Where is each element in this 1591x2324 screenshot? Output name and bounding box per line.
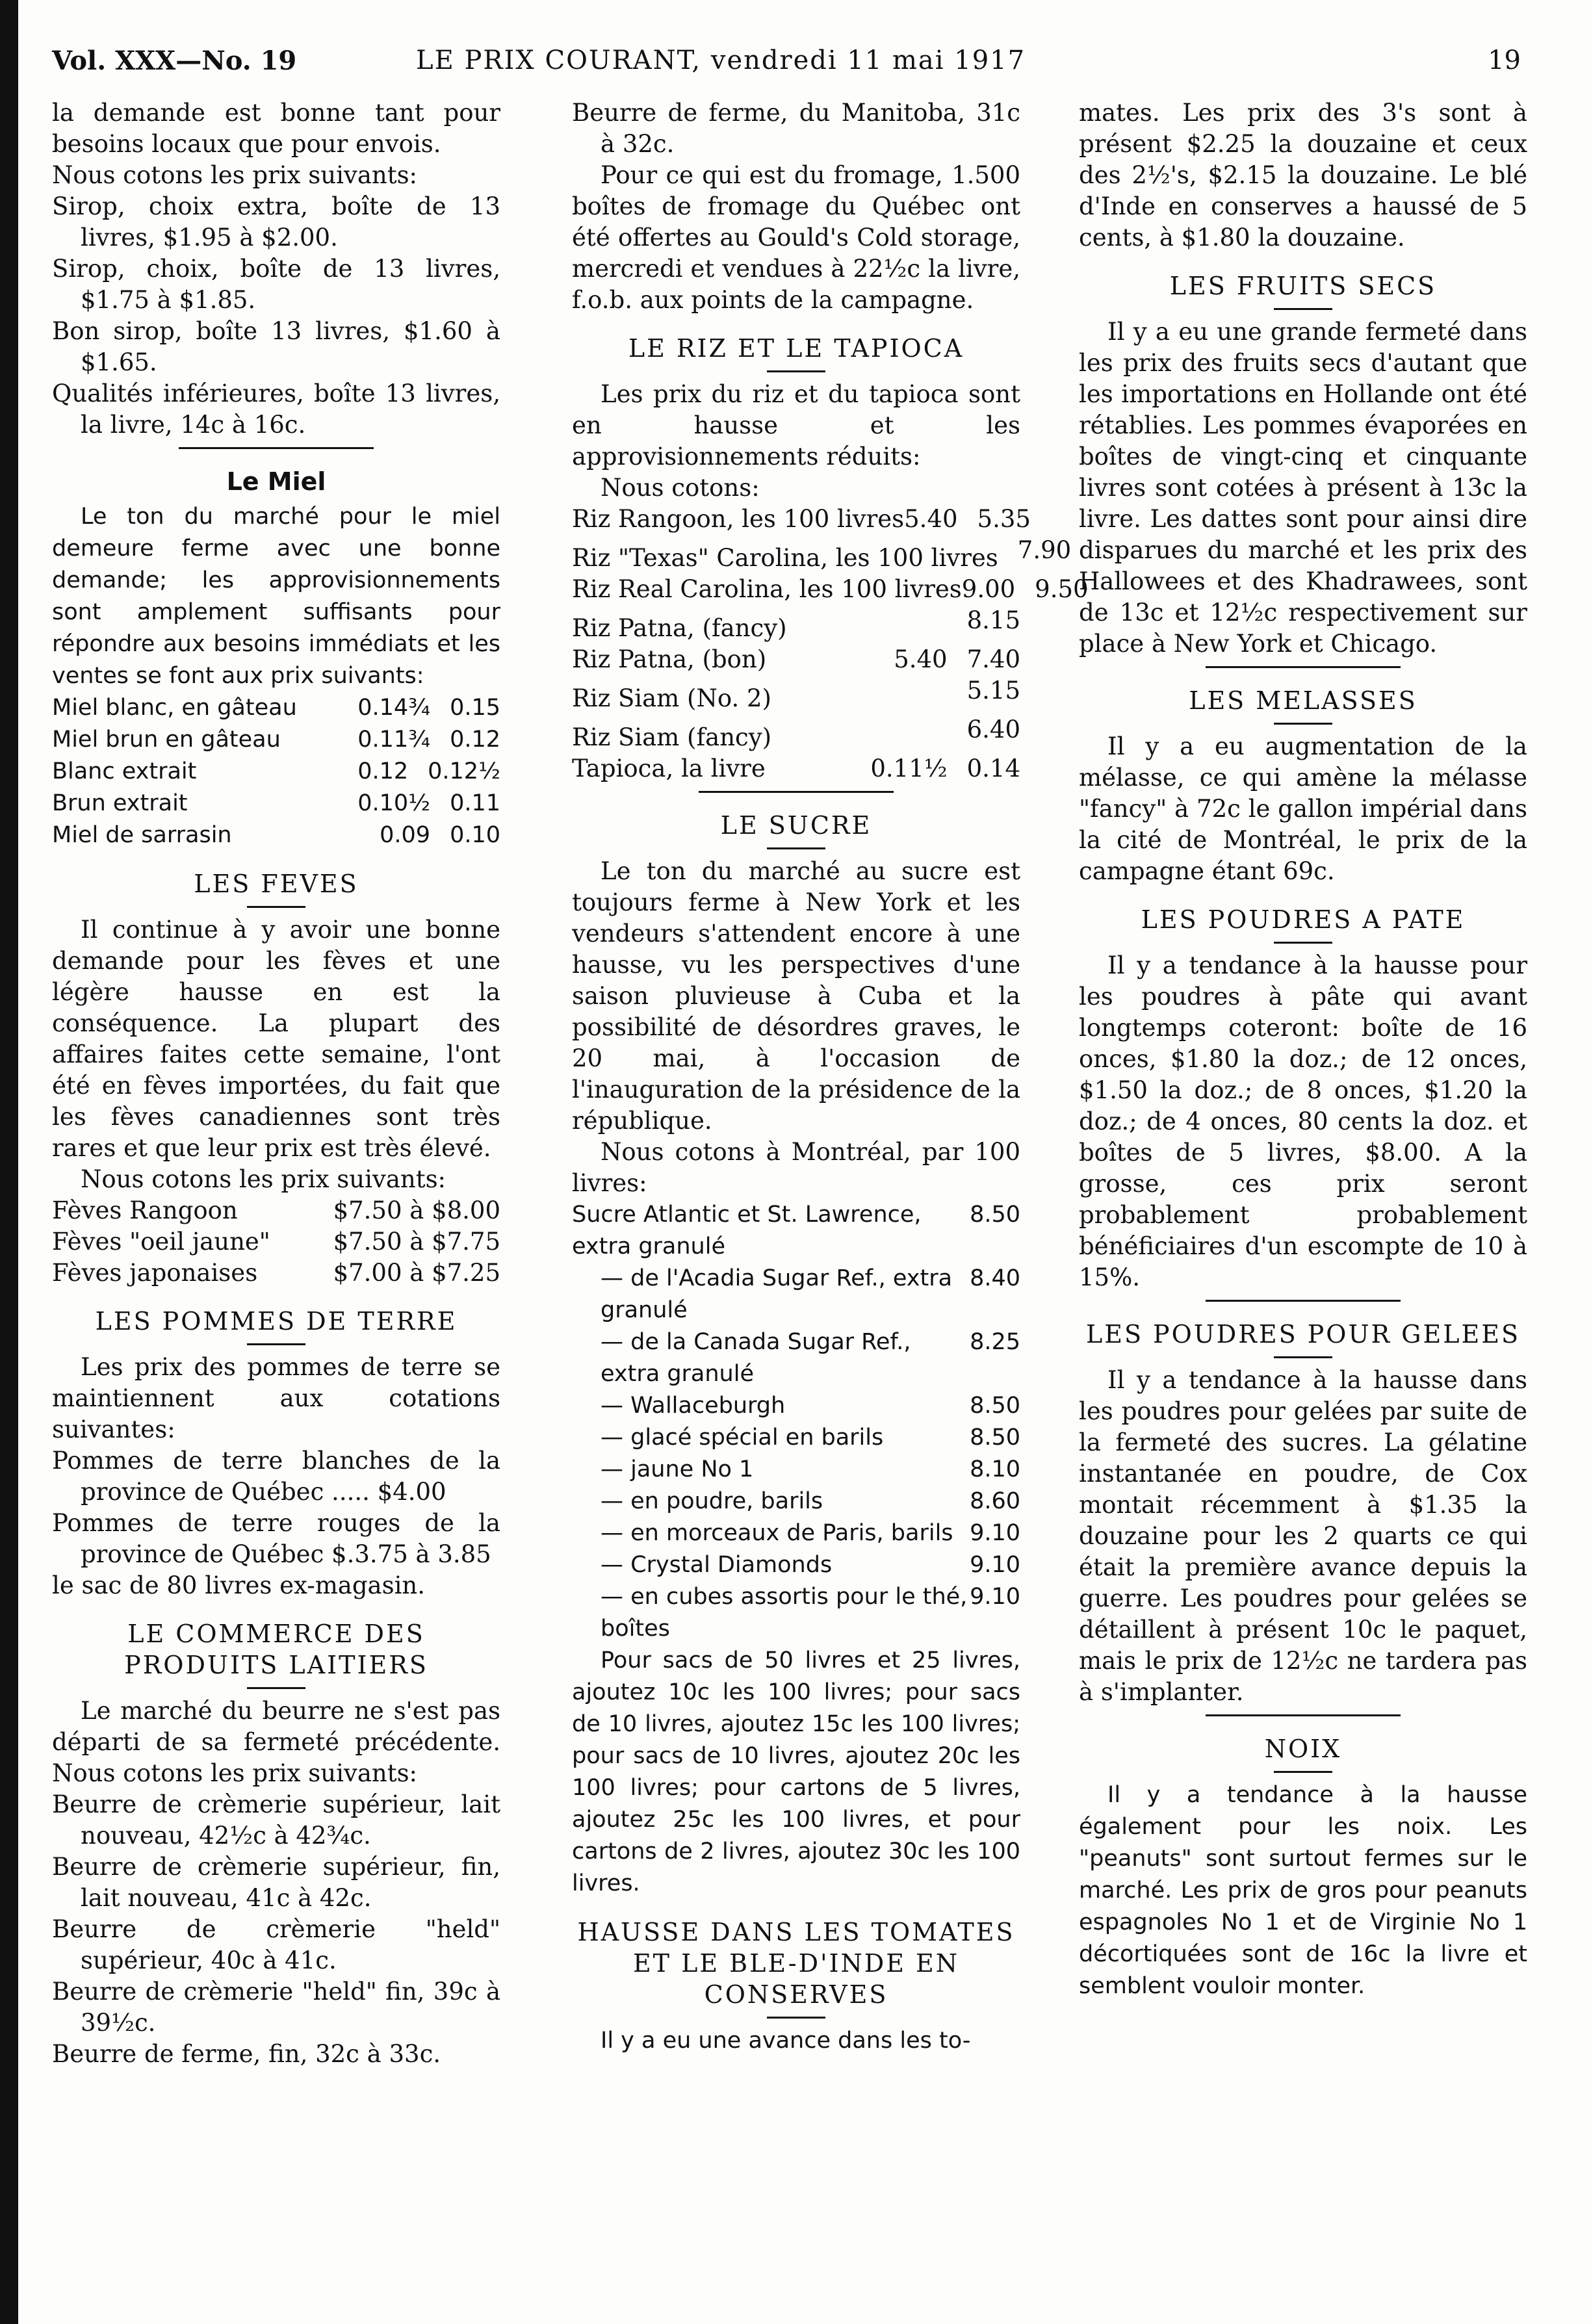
pommes-item: Pommes de terre blanches de la province de Québec ..... $4.00 — [52, 1447, 500, 1506]
heading-rule — [767, 370, 825, 372]
price-high: 9.50 — [1035, 575, 1089, 603]
price-row — [572, 1263, 1020, 1326]
product-name: — de l'Acadia Sugar Ref., extra granulé — [601, 1265, 953, 1323]
page-header — [52, 45, 1521, 84]
beurre-item: Beurre de crèmerie "held" fin, 39c à 39½c. — [52, 1978, 500, 2037]
price-row — [572, 1517, 1020, 1549]
heading-rule — [247, 1343, 305, 1345]
riz-quote: Nous cotons: — [601, 474, 760, 502]
section-heading-fruits: LES FRUITS SECS — [1169, 272, 1437, 300]
section-heading-noix: NOIX — [1264, 1735, 1342, 1763]
price-row — [52, 1258, 500, 1289]
syrup-item: Qualités inférieures, boîte 13 livres, la livre, 14c à 16c. — [52, 380, 500, 439]
price-row — [52, 1195, 500, 1226]
product-name: Sucre Atlantic et St. Lawrence, extra granulé — [572, 1202, 922, 1259]
price-low: 0.10½ — [357, 790, 431, 816]
tomates-continued: mates. Les prix des 3's sont à présent $2.25 la douzaine et ceux des 2½'s, $2.15 la douzaine. Le blé d'Inde en conserves a haussé de 5 cents, à $1.80 la douzaine. — [1079, 99, 1527, 252]
product-name: Riz Real Carolina, les 100 livres — [572, 575, 962, 603]
syrup-item: Bon sirop, boîte 13 livres, $1.60 à $1.65. — [52, 317, 500, 376]
price-low: 0.11½ — [870, 755, 948, 782]
section-heading-gelees: LES POUDRES POUR GELEES — [1085, 1320, 1521, 1349]
heading-rule — [1274, 308, 1332, 310]
product-name: — Crystal Diamonds — [601, 1552, 833, 1578]
price-row — [572, 1549, 1020, 1581]
price-high: 6.40 — [966, 716, 1020, 743]
price-row — [572, 1199, 1020, 1263]
price-high: 8.15 — [966, 606, 1020, 634]
price-high: 0.12½ — [428, 758, 500, 784]
price-row — [572, 605, 1020, 644]
product-name: Miel blanc, en gâteau — [52, 695, 297, 721]
price: 8.50 — [970, 1202, 1020, 1228]
syrup-intro: la demande est bonne tant pour besoins locaux que pour envois. — [52, 99, 500, 158]
product-name: — jaune No 1 — [601, 1456, 754, 1482]
product-name: Riz Siam (No. 2) — [572, 684, 771, 712]
price-row — [52, 724, 500, 756]
feves-quote: Nous cotons les prix suivants: — [81, 1165, 446, 1193]
gelees-text: Il y a tendance à la hausse dans les poudres pour gelées par suite de la fermeté des sucres. La gélatine instantanée en poudre, de Cox montait récemment à $1.35 la douzaine pour les 2 quarts ce qui était la première avance depuis la guerre. Les poudres pour gelées se détaillent à présent 10c le paquet, mais le prix de 12½c ne tardera pas à s'implanter. — [1079, 1366, 1527, 1706]
pommes-text: Les prix des pommes de terre se maintiennent aux cotations suivantes: — [52, 1353, 500, 1443]
noix-text: Il y a tendance à la hausse également pour les noix. Les "peanuts" sont surtout fermes sur le marché. Les prix de gros pour peanuts espagnoles No 1 et de Virginie No 1 décortiquées sont de 16c la livre et semblent vouloir monter. — [1079, 1782, 1527, 1999]
beurre-item: Beurre de crèmerie "held" supérieur, 40c à 41c. — [52, 1915, 500, 1974]
price-low: 0.12 — [357, 758, 409, 784]
tomates-text: Il y a eu une avance dans les to- — [601, 2028, 971, 2054]
heading-rule — [247, 1687, 305, 1689]
product-name: — de la Canada Sugar Ref., extra granulé — [601, 1329, 911, 1387]
product-name: — en poudre, barils — [601, 1488, 823, 1514]
sucre-text: Le ton du marché au sucre est toujours ferme à New York et les vendeurs s'attendent encore à une hausse, vu les perspectives d'une saison pluvieuse à Cuba et la possibilité de désordres graves, le 20 mai, à l'occasion de l'inauguration de la présidence de la république. — [572, 857, 1020, 1135]
section-heading-miel: Le Miel — [226, 467, 326, 496]
section-heading-tomates: HAUSSE DANS LES TOMATES ET LE BLE-D'INDE EN CONSERVES — [577, 1918, 1015, 2009]
section-heading-riz: LE RIZ ET LE TAPIOCA — [628, 334, 964, 363]
price: 8.40 — [970, 1265, 1020, 1291]
product-name: — en morceaux de Paris, barils — [601, 1520, 953, 1546]
price-row — [572, 753, 1020, 784]
price: 8.50 — [970, 1425, 1020, 1451]
price: 8.60 — [970, 1488, 1020, 1514]
section-divider — [1206, 666, 1401, 668]
binding-edge — [0, 0, 18, 2324]
heading-rule — [247, 906, 305, 908]
section-divider — [1206, 1714, 1401, 1716]
price-row — [572, 1326, 1020, 1390]
heading-rule — [767, 2017, 825, 2019]
masthead-title: LE PRIX COURANT, vendredi 11 mai 1917 — [416, 45, 1026, 75]
beurre-item: Beurre de ferme, fin, 32c à 33c. — [52, 2040, 441, 2068]
price-high: 0.14 — [966, 755, 1020, 782]
heading-rule — [767, 847, 825, 849]
syrup-item: Sirop, choix, boîte de 13 livres, $1.75 à $1.85. — [52, 255, 500, 314]
price-high: 0.15 — [450, 695, 500, 721]
product-name: Riz "Texas" Carolina, les 100 livres — [572, 544, 998, 572]
section-heading-pommes: LES POMMES DE TERRE — [95, 1307, 458, 1336]
price-range: $7.00 à $7.25 — [333, 1259, 500, 1287]
price-row — [572, 1454, 1020, 1486]
product-name: Fèves japonaises — [52, 1259, 258, 1287]
product-name: Fèves Rangoon — [52, 1196, 238, 1224]
price-low: 5.40 — [904, 505, 958, 533]
price-high: 5.15 — [966, 677, 1020, 704]
riz-text: Les prix du riz et du tapioca sont en hausse et les approvisionnements réduits: — [572, 380, 1020, 471]
product-name: Tapioca, la livre — [572, 755, 766, 782]
pommes-item: Pommes de terre rouges de la province de Québec $.3.75 à 3.85 — [52, 1509, 500, 1568]
price-high: 0.11 — [450, 790, 500, 816]
price-row — [572, 1422, 1020, 1454]
fruits-text: Il y a eu une grande fermeté dans les prix des fruits secs d'autant que les importations en Hollande ont été rétablies. Les pommes évaporées en boîtes de vingt-cinq et cinquante livres sont cotées à présent à 13c la livre. Les dattes sont pour ainsi dire disparues du marché et les prix des Hallowees et des Khadrawees, sont de 13c et 12½c respectivement sur place à New York et Chicago. — [1079, 318, 1527, 658]
price-low: 0.09 — [380, 822, 431, 848]
column-2 — [572, 97, 1089, 2057]
heading-rule — [1274, 1771, 1332, 1773]
product-name: Blanc extrait — [52, 758, 197, 784]
beurre-item: Beurre de crèmerie supérieur, lait nouveau, 42½c à 42¾c. — [52, 1790, 500, 1850]
price-row — [572, 535, 1072, 574]
beurre-manitoba: Beurre de ferme, du Manitoba, 31c à 32c. — [572, 99, 1020, 158]
product-name: Riz Patna, (bon) — [572, 645, 767, 673]
beurre-item: Beurre de crèmerie supérieur, fin, lait nouveau, 41c à 42c. — [52, 1853, 500, 1912]
price-high: 0.12 — [450, 727, 500, 753]
column-3 — [1079, 97, 1527, 2002]
heading-rule — [1274, 723, 1332, 725]
price-row — [572, 675, 1020, 714]
product-name: Fèves "oeil jaune" — [52, 1228, 270, 1256]
laitiers-text: Le marché du beurre ne s'est pas départi de sa fermeté précédente. Nous cotons les prix suivants: — [52, 1697, 500, 1787]
price-row — [52, 820, 500, 851]
page-number: 19 — [1488, 45, 1521, 75]
product-name: Miel de sarrasin — [52, 822, 232, 848]
product-name: — glacé spécial en barils — [601, 1425, 884, 1451]
product-name: — Wallaceburgh — [601, 1393, 786, 1419]
price: 9.10 — [970, 1584, 1020, 1610]
feves-text: Il continue à y avoir une bonne demande pour les fèves et une légère hausse en est la conséquence. La plupart des affaires faites cette semaine, l'ont été en fèves importées, du fait que les fèves canadiennes sont très rares et que leur prix est très élevé. — [52, 916, 500, 1162]
price-low: 0.11¾ — [357, 727, 431, 753]
price-row — [572, 644, 1020, 675]
price-row — [52, 1226, 500, 1258]
price: 9.10 — [970, 1552, 1020, 1578]
price-range: $7.50 à $7.75 — [333, 1228, 500, 1256]
column-1 — [52, 97, 500, 2070]
price-row — [572, 574, 1089, 605]
price-row — [572, 1390, 1020, 1422]
section-heading-sucre: LE SUCRE — [720, 811, 872, 840]
product-name: Miel brun en gâteau — [52, 727, 281, 753]
section-divider — [699, 791, 894, 793]
sucre-note: Pour sacs de 50 livres et 25 livres, ajoutez 10c les 100 livres; pour sacs de 10 livres, ajoutez 15c les 100 livres; pour sacs de 10 livres, ajoutez 20c les 100 livres; pour cartons de 5 livres, ajoutez 25c les 100 livres, et pour cartons de 2 livres, ajoutez 30c les 100 livres. — [572, 1647, 1020, 1896]
section-heading-feves: LES FEVES — [194, 870, 359, 898]
price-row — [52, 788, 500, 820]
price-row — [572, 504, 1031, 535]
price: 9.10 — [970, 1520, 1020, 1546]
price-row — [52, 692, 500, 724]
heading-rule — [1274, 942, 1332, 944]
poudres-pate-text: Il y a tendance à la hausse pour les poudres à pâte qui avant longtemps coteront: boîte de 16 onces, $1.80 la doz.; de 12 onces, $1.50 la doz.; de 8 onces, $1.20 la doz.; de 4 onces, 80 cents la doz. et boîtes de 5 livres, $8.00. A la grosse, ces prix seront probablement probablement bénéficiaires d'un escompte de 10 à 15%. — [1079, 951, 1527, 1291]
product-name: Riz Patna, (fancy) — [572, 614, 787, 642]
price-row — [572, 714, 1020, 753]
section-heading-poudres-pate: LES POUDRES A PATE — [1141, 905, 1466, 934]
pommes-note: le sac de 80 livres ex-magasin. — [52, 1571, 426, 1599]
price: 8.25 — [970, 1329, 1020, 1355]
price: 8.50 — [970, 1393, 1020, 1419]
section-divider — [1206, 1300, 1401, 1302]
price-row — [52, 756, 500, 788]
price-high: 0.10 — [450, 822, 500, 848]
price: 8.10 — [970, 1456, 1020, 1482]
fromage-text: Pour ce qui est du fromage, 1.500 boîtes de fromage du Québec ont été offertes au Gould's Cold storage, mercredi et vendues à 22½c la livre, f.o.b. aux points de la campagne. — [572, 161, 1020, 314]
product-name: Riz Siam (fancy) — [572, 723, 772, 751]
heading-rule — [1274, 1356, 1332, 1358]
sucre-quote: Nous cotons à Montréal, par 100 livres: — [572, 1138, 1020, 1197]
section-heading-laitiers: LE COMMERCE DES PRODUITS LAITIERS — [124, 1620, 428, 1679]
price-low: 5.40 — [894, 645, 948, 673]
section-divider — [179, 447, 374, 449]
price-range: $7.50 à $8.00 — [333, 1196, 500, 1224]
syrup-item: Sirop, choix extra, boîte de 13 livres, $1.95 à $2.00. — [52, 192, 500, 252]
product-name: Brun extrait — [52, 790, 188, 816]
price-high: 7.90 — [1017, 536, 1072, 564]
price-row — [572, 1581, 1020, 1645]
syrup-quote: Nous cotons les prix suivants: — [52, 161, 418, 189]
price-high: 7.40 — [966, 645, 1020, 673]
product-name: — en cubes assortis pour le thé, boîtes — [601, 1584, 968, 1642]
price-high: 5.35 — [977, 505, 1031, 533]
miel-text: Le ton du marché pour le miel demeure ferme avec une bonne demande; les approvisionnements sont amplement suffisants pour répondre aux besoins immédiats et les ventes se font aux prix suivants: — [52, 504, 500, 689]
product-name: Riz Rangoon, les 100 livres — [572, 505, 905, 533]
melasses-text: Il y a eu augmentation de la mélasse, ce qui amène la mélasse "fancy" à 72c le gallon impérial dans la cité de Montréal, le prix de la campagne étant 69c. — [1079, 732, 1527, 885]
price-low: 9.00 — [961, 575, 1016, 603]
price-low: 0.14¾ — [357, 695, 431, 721]
section-heading-melasses: LES MELASSES — [1189, 686, 1417, 715]
price-row — [572, 1486, 1020, 1517]
volume-number: Vol. XXX—No. 19 — [52, 45, 297, 76]
